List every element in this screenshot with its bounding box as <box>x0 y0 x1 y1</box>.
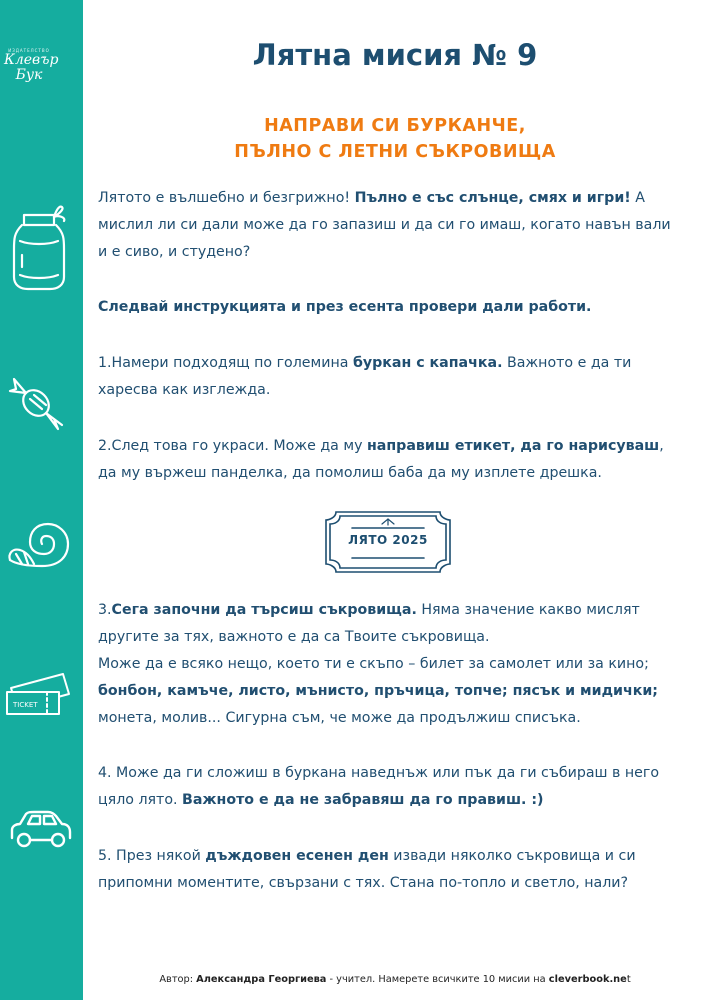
subtitle-line-1: НАПРАВИ СИ БУРКАНЧЕ, <box>264 116 526 136</box>
intro-text-2: А мислил ли си дали може да го запазиш и да си го имаш, когато навън вали и е сиво, и студено? <box>98 190 671 260</box>
logo-publisher: ИЗДАТЕЛСТВО <box>8 48 50 53</box>
step2-text-2: , да му вържеш панделка, да помолиш баба да му изплете дрешка. <box>98 438 664 481</box>
step-4 <box>98 760 678 814</box>
logo-line-2: Бук <box>15 67 43 83</box>
step-3 <box>98 597 678 732</box>
intro-paragraph <box>98 185 678 266</box>
step4-bold: Важното е да не забравяш да го правиш. :) <box>182 792 544 808</box>
footer-text-1: Автор: <box>159 974 197 985</box>
step2-text-1: 2.След това го украси. Може да му <box>98 438 367 454</box>
step3-text-3: монета, молив... Сигурна съм, че може да продължиш списъка. <box>98 710 581 726</box>
intro-bold: Пълно е със слънце, смях и игри! <box>354 190 631 206</box>
footer-author: Александра Георгиева <box>196 974 327 985</box>
ticket-label: TICKET <box>13 701 38 709</box>
footer-site-link[interactable]: cleverbook.ne <box>548 974 627 985</box>
step3-text-2: Може да е всяко нещо, което ти е скъпо – билет за самолет или за кино; <box>98 656 649 672</box>
step1-text-2: Важното е да ти харесва как изглежда. <box>98 355 632 398</box>
page-subtitle <box>83 113 707 165</box>
step3-number: 3. <box>98 602 112 618</box>
candy-icon <box>8 375 68 431</box>
footer <box>83 974 707 985</box>
publisher-logo <box>4 48 59 83</box>
step3-bold-2: бонбон, камъче, листо, мънисто, пръчица, топче; пясък и мидички; <box>98 683 658 699</box>
intro-text-1: Лятото е вълшебно и безгрижно! <box>98 190 355 206</box>
step-2 <box>98 433 678 487</box>
summer-badge <box>322 506 454 578</box>
step5-text-1: 5. През някой <box>98 848 206 864</box>
instruction-bold: Следвай инструкцията и през есента провери дали работи. <box>98 299 592 315</box>
step2-bold: направиш етикет, да го нарисуваш <box>366 438 660 454</box>
footer-text-2: - учител. Намерете всичките 10 мисии на <box>326 974 549 985</box>
ticket-icon <box>3 668 73 718</box>
step-1 <box>98 350 678 404</box>
step-5 <box>98 843 678 897</box>
step5-text-2: извади няколко съкровища и си припомни моментите, свързани с тях. Стана по-топло и светло, нали? <box>98 848 636 891</box>
step1-text-1: 1.Намери подходящ по големина <box>98 355 353 371</box>
logo-line-1: Клевър <box>4 52 59 68</box>
sidebar <box>0 0 83 1000</box>
step1-bold: буркан с капачка. <box>352 355 503 371</box>
jar-icon <box>8 205 70 291</box>
footer-text-3: t <box>626 974 631 985</box>
page-title: Лятна мисия № 9 <box>252 38 538 72</box>
shell-icon <box>6 520 72 570</box>
step5-bold: дъждовен есенен ден <box>205 848 389 864</box>
badge-label: ЛЯТО 2025 <box>348 533 428 547</box>
step3-bold-1: Сега започни да търсиш съкровища. <box>111 602 417 618</box>
instruction-paragraph <box>98 294 678 321</box>
step4-text: 4. Може да ги сложиш в буркана наведнъж или пък да ги събираш в него цяло лято. <box>98 765 660 808</box>
step3-text-1: Няма значение какво мислят другите за тях, важното е да са Твоите съкровища. <box>98 602 640 645</box>
subtitle-line-2: ПЪЛНО С ЛЕТНИ СЪКРОВИЩА <box>234 142 556 162</box>
car-icon <box>6 808 74 852</box>
